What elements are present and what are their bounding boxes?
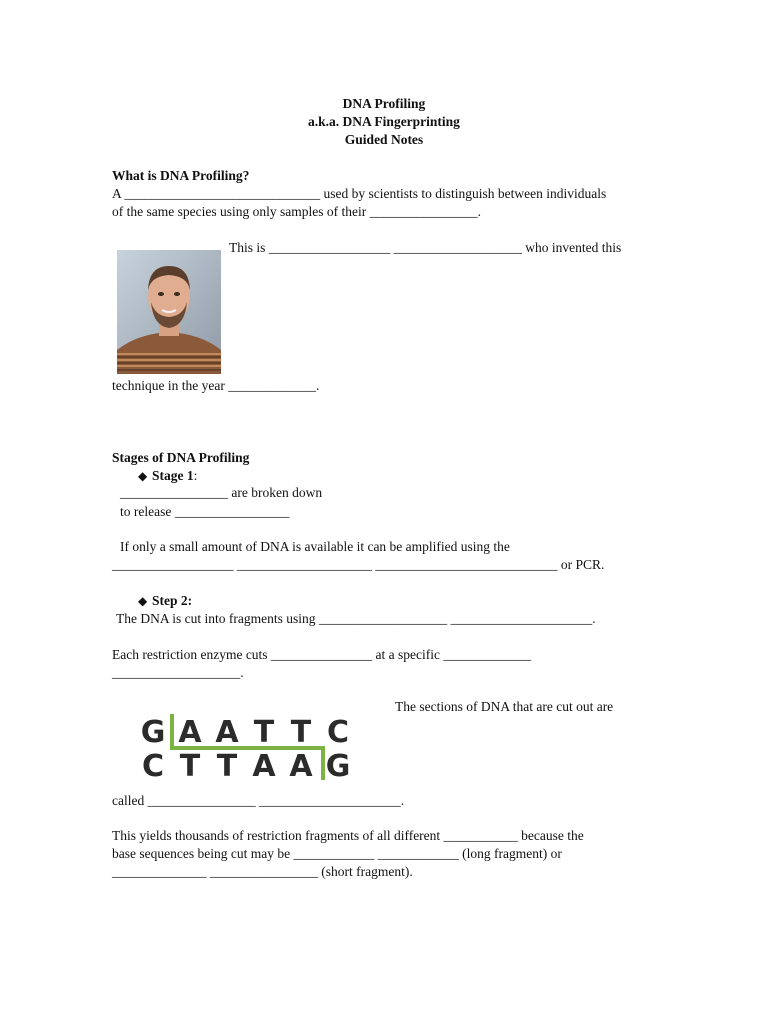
diamond-bullet-icon: ◆	[138, 469, 148, 483]
bottom-strand-base-1: T	[179, 749, 201, 782]
bottom-strand-base-2: T	[216, 749, 238, 782]
yields-line-1: This yields thousands of restriction fragments of all different ___________ because the	[112, 828, 584, 843]
step2-line-1: The DNA is cut into fragments using ___________________ _____________________.	[116, 611, 596, 626]
definition-line-1: A _____________________________ used by scientists to distinguish between individuals	[112, 186, 607, 201]
inventor-photo	[117, 250, 221, 374]
yields-line-3: ______________ ________________ (short fragment).	[112, 864, 413, 879]
stage1-heading	[138, 467, 197, 485]
top-strand-base-4: T	[290, 715, 312, 750]
enzyme-line-1: Each restriction enzyme cuts _______________ at a specific _____________	[112, 647, 532, 662]
bottom-strand-base-3: A	[252, 749, 276, 782]
section-heading-what-is: What is DNA Profiling?	[112, 168, 250, 183]
top-strand-base-3: T	[253, 715, 275, 750]
document-title: DNA Profiling	[342, 96, 426, 111]
document-subtitle: Guided Notes	[344, 132, 424, 147]
bottom-strand-base-0: C	[141, 749, 165, 782]
step2-heading	[138, 592, 192, 610]
top-strand-base-2: A	[215, 715, 239, 750]
bottom-strand-base-4: A	[289, 749, 313, 782]
yields-line-2: base sequences being cut may be ____________ ____________ (long fragment) or	[112, 846, 562, 861]
top-strand-base-5: C	[326, 715, 350, 750]
stage1-label: Stage 1	[152, 468, 194, 483]
section-heading-stages: Stages of DNA Profiling	[112, 450, 250, 465]
document-aka: a.k.a. DNA Fingerprinting	[308, 114, 460, 129]
diamond-bullet-icon: ◆	[138, 594, 148, 608]
definition-line-2: of the same species using only samples of their ________________.	[112, 204, 481, 219]
bottom-strand-base-5: G	[325, 749, 351, 782]
pcr-line-2: __________________ ____________________ ___________________________ or PCR.	[112, 557, 605, 572]
top-strand-base-0: G	[140, 715, 166, 750]
inventor-line: This is __________________ ___________________ who invented this	[229, 240, 622, 255]
sections-line: The sections of DNA that are cut out are	[395, 699, 614, 714]
stage1-colon: :	[193, 468, 198, 483]
step2-label: Step 2:	[152, 593, 193, 608]
restriction-site-graphic	[135, 712, 360, 782]
enzyme-line-2: ___________________.	[112, 665, 244, 680]
top-strand-base-1: A	[178, 715, 202, 750]
stage1-line-1: ________________ are broken down	[120, 485, 323, 500]
called-line: called ________________ _____________________.	[112, 793, 405, 808]
stage1-line-2: to release _________________	[120, 504, 290, 519]
pcr-line-1: If only a small amount of DNA is available it can be amplified using the	[120, 539, 510, 554]
year-line: technique in the year _____________.	[112, 378, 320, 393]
